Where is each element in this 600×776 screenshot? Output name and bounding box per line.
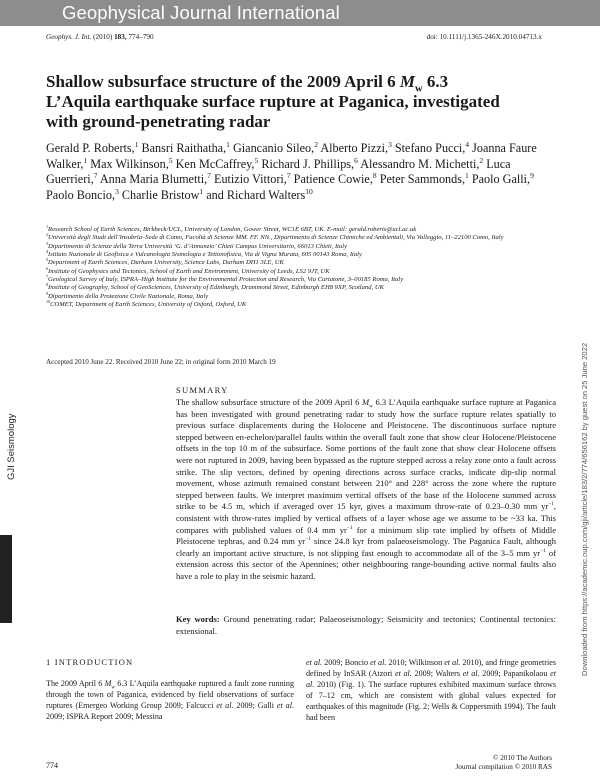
keywords-label: Key words: [176, 614, 220, 624]
affiliation: $^4$Istituto Nazionale di Geofisica e Vulcanologia Sismologia e Tettonofisica, Via di Vigna Murata, 605 00143 Roma, Italy [46, 248, 362, 259]
author: Anna Maria Blumetti,$^7$ [99, 171, 211, 187]
keywords-text: Ground penetrating radar; Palaeoseismology; Seismicity and tectonics; Continental tectonics: extensional. [176, 614, 556, 636]
intro-column-right: et al. 2009; Boncio et al. 2010; Wilkinson et al. 2010), and fringe geometries defined by InSAR (Atzori et al. 2009; Walters et al. 2009; Papanikolaou et al. 2010) (Fig. 1). The surface ruptures exhibited maximum surface throws of 7–12 cm, which are consistent with global values expected for earthquakes of this magnitude (Fig. 2; Wells & Coppersmith 1994). The fault had been [306, 658, 556, 722]
affiliation: $^5$Department of Earth Sciences, Durham University, Science Labs, Durham DH1 3LE, UK [46, 257, 284, 267]
affiliation: $^7$Geological Survey of Italy, ISPRA–High Institute for the Environmental Protection and Research, Via Curtatone, 3–00185 Roma, Italy [46, 273, 404, 284]
page-number: 774 [46, 761, 58, 770]
citation-journal: Geophys. J. Int. [46, 33, 92, 41]
section-label: GJI Seismology [6, 413, 17, 480]
received-dates: Accepted 2010 June 22. Received 2010 June 22; in original form 2010 March 19 [46, 358, 276, 366]
affiliation: $^2$Università degli Studi dell’Insubria–Sede di Como, Facoltà di Scienze MM. FF. NN., Dipartimento di Scienze Chimiche ed Ambientali, Via Valleggio, 11–22100 Como, Italy [46, 232, 504, 242]
author: Alberto Pizzi,$^3$ [320, 139, 392, 155]
introduction-heading: 1 INTRODUCTION [46, 657, 134, 667]
author: Stefano Pucci,$^4$ [394, 139, 470, 155]
citation-year: (2010) [93, 33, 113, 41]
author: Paolo Boncio,$^3$ [46, 186, 119, 202]
journal-name: Geophysical Journal International [62, 2, 340, 23]
author: Bansri Raithatha,$^1$ [141, 139, 230, 155]
author: Richard J. Phillips,$^6$ [261, 155, 358, 171]
affiliation: $^6$Institute of Geophysics and Tectonics, School of Earth and Environment, University of Leeds, LS2 9JT, UK [46, 265, 330, 275]
author: Patience Cowie,$^8$ [293, 171, 377, 187]
author: Max Wilkinson,$^5$ [90, 155, 173, 171]
copyright: © 2010 The Authors Journal compilation © 2010 RAS [455, 754, 552, 772]
section-tab-marker [0, 535, 12, 623]
affiliation-list [46, 223, 566, 309]
citation-pages: 774–790 [128, 33, 154, 41]
citation-line [46, 33, 154, 41]
doi[interactable]: doi: 10.1111/j.1365-246X.2010.04713.x [426, 33, 542, 41]
summary-heading: SUMMARY [176, 385, 229, 395]
author: Paolo Galli,$^9$ [471, 171, 534, 187]
author: Luca Guerrieri,$^7$ [46, 156, 511, 187]
author: Charlie Bristow$^1$ [121, 186, 204, 202]
author: Joanna Faure Walker,$^1$ [46, 141, 537, 171]
download-note: Downloaded from https://academic.oup.com/gji/article/183/2/774/656162 by guest on 25 June 2022 [580, 342, 589, 676]
affiliation: $^9$Dipartimento della Protezione Civile Nazionale, Roma, Italy [46, 290, 209, 300]
affiliation: $^8$Institute of Geography, School of GeoSciences, University of Edinburgh, Drummond Street, Edinburgh EH8 9XP, Scotland, UK [46, 282, 384, 292]
author: and Richard Walters$^{10}$ [206, 186, 313, 202]
author: Giancanio Sileo,$^2$ [232, 139, 318, 155]
author-list [46, 141, 556, 203]
author: Alessandro M. Michetti,$^2$ [360, 155, 484, 171]
affiliation: $^3$Dipartimento di Scienze della Terra Università ‘G. d’Annunzio’ Chieti Campus Universitario, 66013 Chieti, Italy [46, 240, 348, 250]
affiliation: $^1$Research School of Earth Sciences, Birkbeck/UCL, University of London, Gower Street, WC1E 6BT, UK. E-mail: gerald.roberts@ucl.ac.uk [46, 223, 417, 233]
citation-volume: 183, [114, 33, 127, 41]
intro-column-left: The 2009 April 6 $M_w$ 6.3 L’Aquila earthquake ruptured a fault zone running through the town of Paganica, evidenced by field observations of surface ruptures (Emergeo Working Group 2009; Falcucci et al. 2009; Galli et al. 2009; ISPRA Report 2009; Messina [46, 679, 294, 721]
article-title: Shallow subsurface structure of the 2009 April 6 $M_w$ 6.3 L’Aquila earthquake surface rupture at Paganica, investigated with ground-penetrating radar [46, 72, 500, 131]
author: Ken McCaffrey,$^5$ [175, 155, 259, 171]
abstract-text: The shallow subsurface structure of the 2009 April 6 $M_w$ 6.3 L’Aquila earthquake surface rupture at Paganica has been investigated with ground penetrating radar to study how the surface rupture relates spatially to previous surface displacements during the Holocene and Pleistocene. The discontinuous surface rupture stepped between en-echelon/parallel faults within the overall fault zone that show clear Holocene/Pleistocene offsets in the top 10 m of the subsurface. Some portions of the fault zone that show clear Holocene offsets were not ruptured in 2009, having been bypassed as the rupture stepped across a relay zone onto a fault across strike. The slip vectors, defined by opening directions across surface cracks, indicate dip-slip normal movement, whose azimuth remained constant between 210° and 228° across the zone where the rupture stepped between faults. We interpret maximum vertical offsets of the base of the Holocene summed across strike to be 4.5 m, which if averaged over 15 kyr, gives a maximum throw-rate of 0.23–0.30 mm $yr^{-1}$, consistent with throw-rates implied by vertical offsets of a layer whose age we assume to be ~33 ka. This compares with published values of 0.4 mm $yr^{-1}$ for a minimum slip rate implied by offsets of Middle Pleistocene tephras, and 0.24 mm $yr^{-1}$ since 24.8 kyr from palaeoseismology. The Paganica Fault, although clearly an important active structure, is not slipping fast enough to accommodate all of the 3–5 mm $yr^{-1}$ of extension across this sector of the Apennines; other neighbouring range-bounding active normal faults also have a role to play in the seismic hazard. [176, 397, 557, 581]
affiliation: $^{10}$COMET, Department of Earth Sciences, University of Oxford, Oxford, UK [46, 298, 247, 309]
author: Eutizio Vittori,$^7$ [214, 171, 291, 187]
author: Gerald P. Roberts,$^1$ [46, 139, 139, 155]
keywords [176, 614, 556, 637]
author: Peter Sammonds,$^1$ [379, 171, 469, 187]
